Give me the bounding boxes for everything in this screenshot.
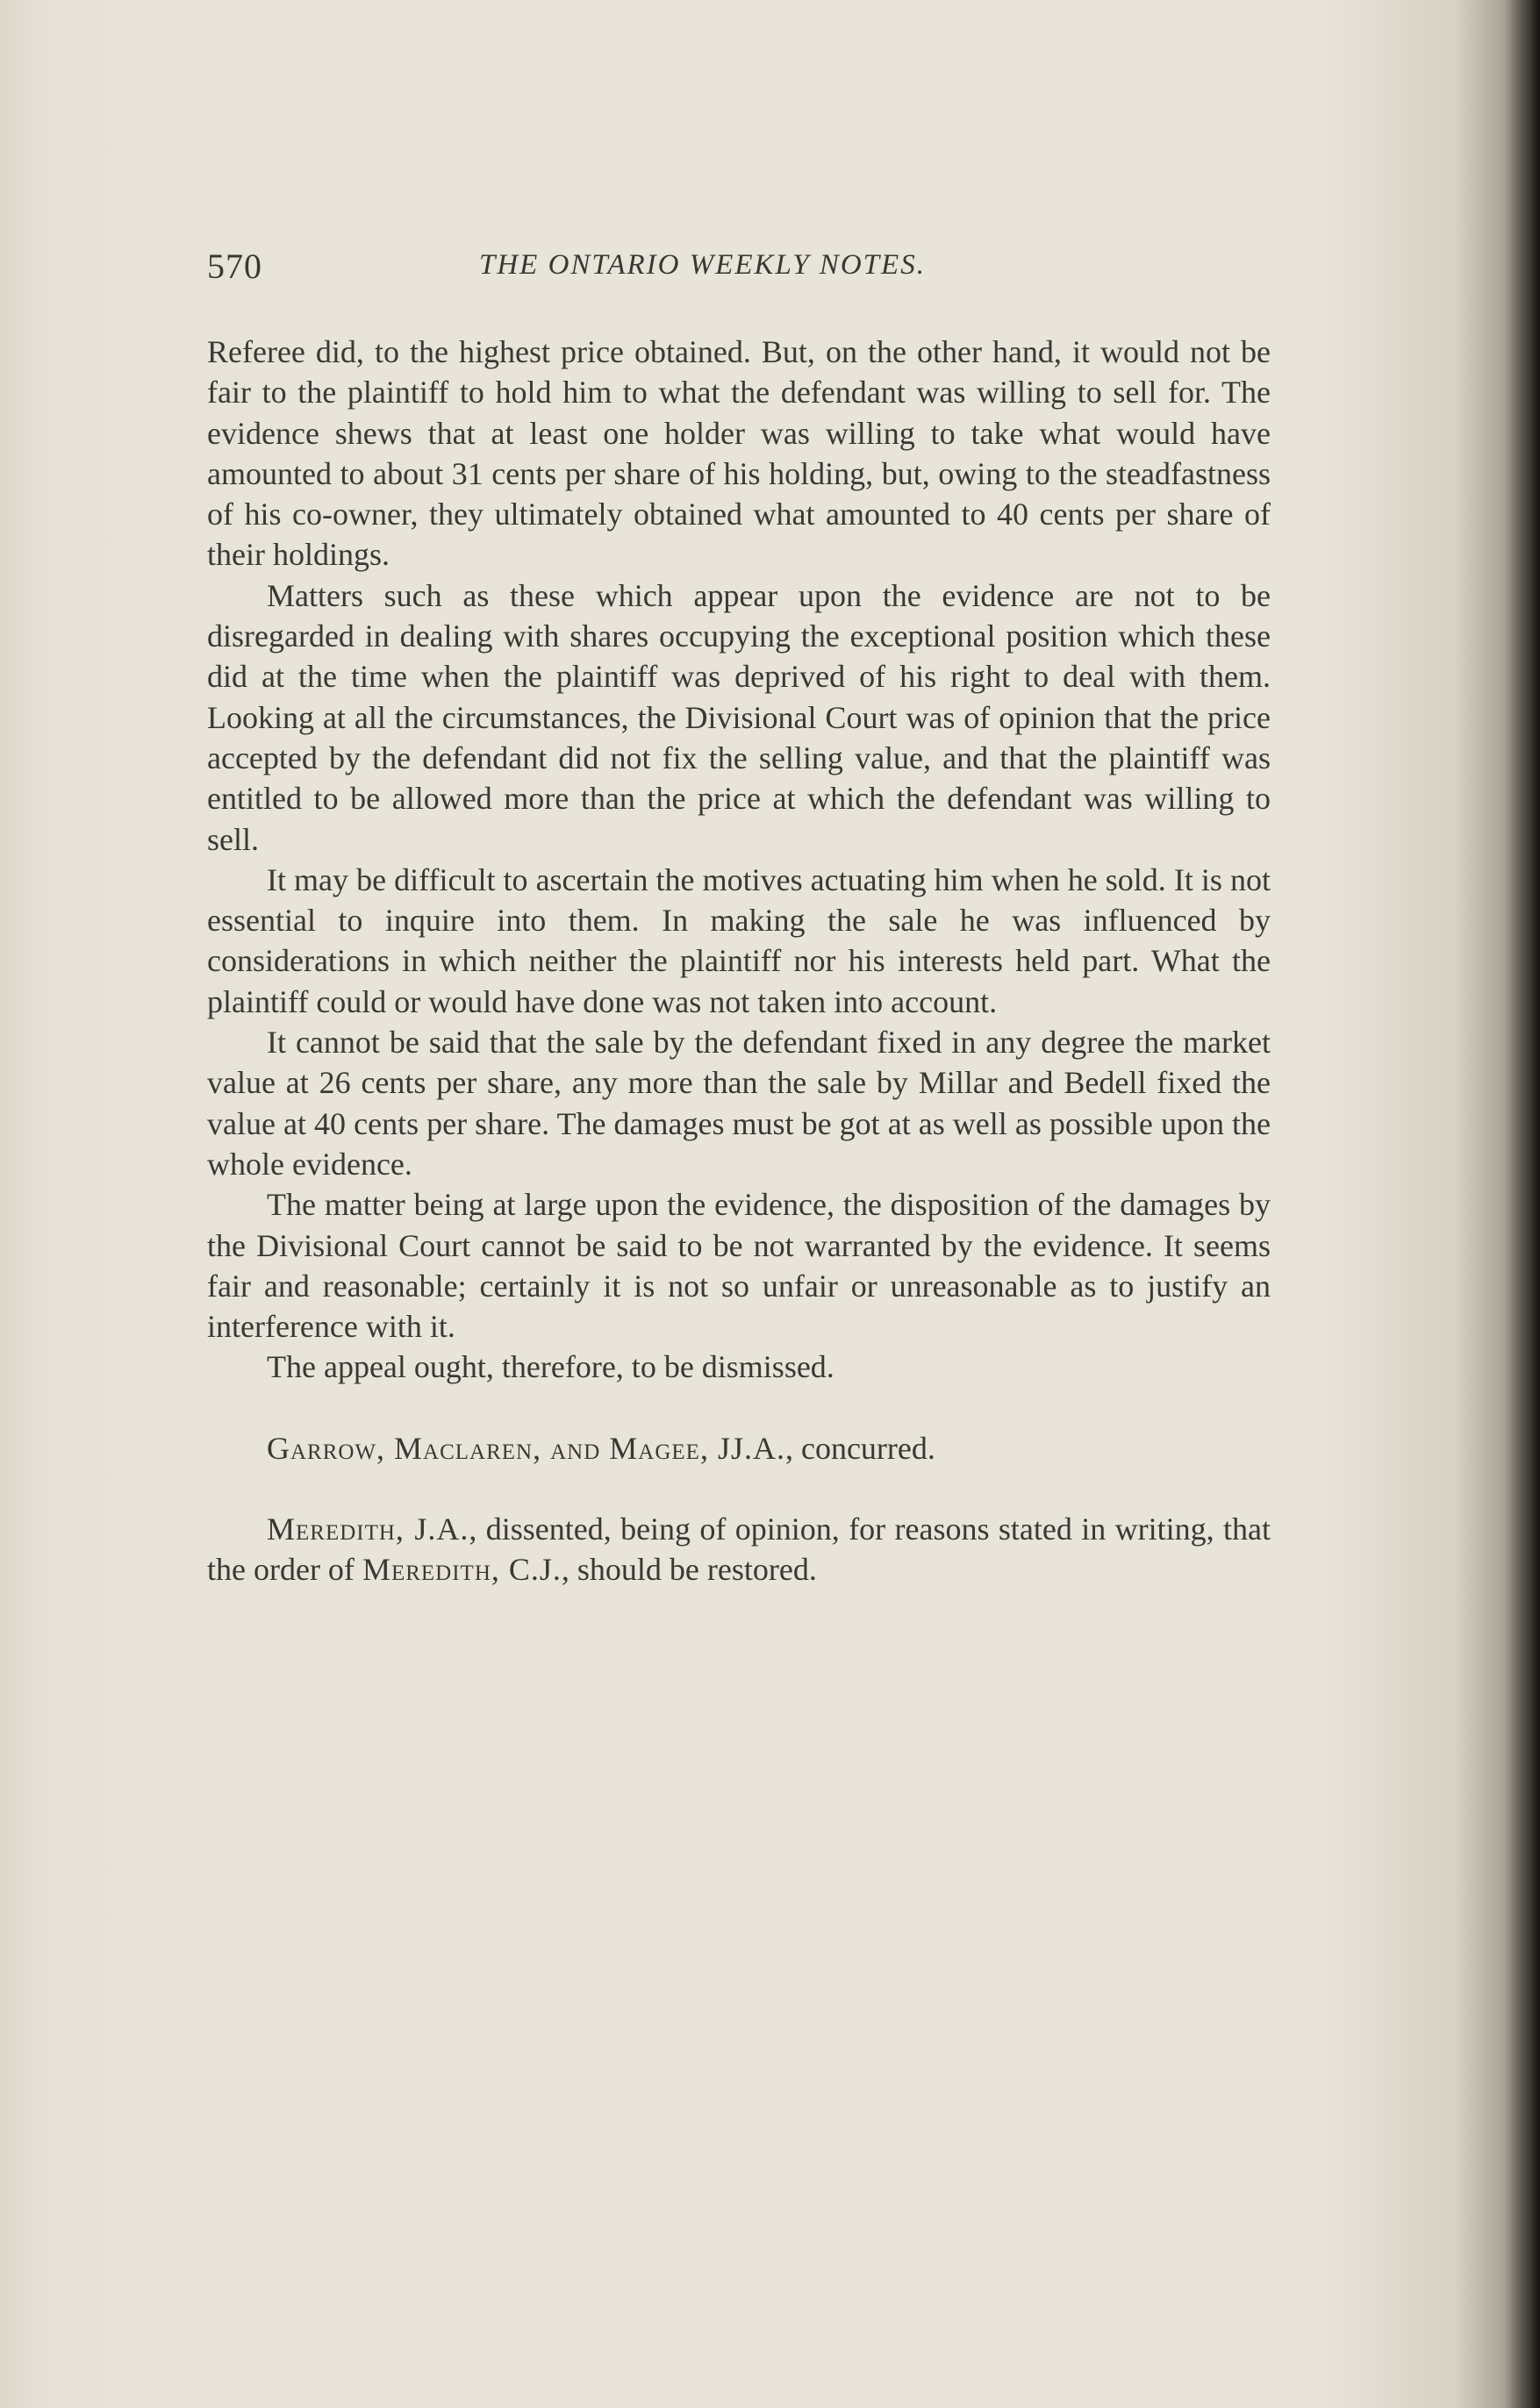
paragraph-1: Referee did, to the highest price obtained. But, on the other hand, it would not be fair to the plaintiff to hold him to what the defendant was willing to sell for. The evidence shews that at least one holder was willing to take what would have amounted to about 31 cents per share of his holding, but, owing to the steadfastness of his co-owner, they ultimately obtained what amounted to 40 cents per share of their holdings. — [207, 334, 1271, 573]
chief-justice-name: Meredith, C.J. — [362, 1552, 562, 1588]
concurring-judges: Garrow, Maclaren, and Magee, JJ.A. — [267, 1430, 785, 1466]
body-text — [207, 332, 1271, 1590]
paragraph-6: The appeal ought, therefore, to be dismissed. — [267, 1349, 834, 1385]
running-title: THE ONTARIO WEEKLY NOTES. — [479, 249, 926, 281]
concurrence-paragraph — [207, 1428, 1271, 1468]
page-number: 570 — [207, 247, 262, 286]
page-header — [207, 246, 1271, 298]
paragraph-5: The matter being at large upon the evidence, the disposition of the damages by the Divisional Court cannot be said to be not warranted by the evidence. It seems fair and reasonable; certainly it is not so unfair or unreasonable as to justify an interference with it. — [207, 1187, 1271, 1345]
paragraph-4: It cannot be said that the sale by the defendant fixed in any degree the market value at 26 cents per share, any more than the sale by Millar and Bedell fixed the value at 40 cents per share. The damages must be got at as well as possible upon the whole evidence. — [207, 1025, 1271, 1182]
page-binding-shadow — [1503, 0, 1540, 2408]
dissent-text-b: , should be restored. — [561, 1552, 817, 1588]
concurrence-text: , concurred. — [784, 1430, 935, 1466]
dissent-text-a: , dissented, being of opinion, for reasons stated in writing, that the order of — [207, 1511, 1271, 1588]
dissent-paragraph — [207, 1509, 1271, 1590]
paragraph-3: It may be difficult to ascertain the motives actuating him when he sold. It is not essential to inquire into them. In making the sale he was influenced by considerations in which neither the plaintiff nor his interests held part. What the plaintiff could or would have done was not taken into account. — [207, 861, 1271, 1019]
dissenting-judge: Meredith, J.A. — [267, 1511, 469, 1547]
paragraph-2: Matters such as these which appear upon the evidence are not to be disregarded in dealing with shares occupying the exceptional position which these did at the time when the plaintiff was deprived of his right to deal with them. Looking at all the circumstances, the Divisional Court was of opinion that the price accepted by the defendant did not fix the selling value, and that the plaintiff was entitled to be allowed more than the price at which the defendant was willing to sell. — [207, 577, 1271, 857]
